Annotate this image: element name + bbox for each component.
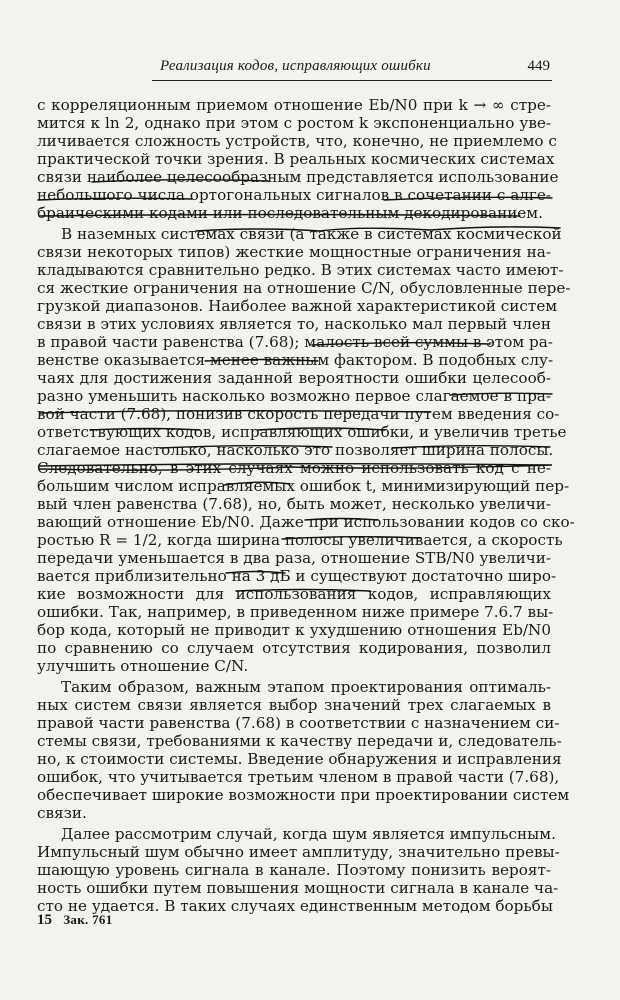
text-line: вается приблизительно на 3 дБ и существуют достаточно широ- <box>37 567 557 585</box>
text-line: улучшить отношение C/N. <box>37 657 249 675</box>
text-line: стемы связи, требованиями к качеству передачи и, следователь- <box>37 732 562 750</box>
page-header <box>152 58 552 81</box>
text-line: ростью R = 1/2, когда ширина полосы увеличивается, а скорость <box>37 531 563 549</box>
text-line: браическими кодами или последовательным декодированием. <box>37 204 543 222</box>
text-line: вый член равенства (7.68), но, быть может, несколько увеличи- <box>37 495 551 513</box>
text-line: Импульсный шум обычно имеет амплитуду, значительно превы- <box>37 843 560 861</box>
page-footer <box>37 912 113 929</box>
text-line: шающую уровень сигнала в канале. Поэтому понизить вероят- <box>37 861 551 879</box>
text-line: передачи уменьшается в два раза, отношение STB/N0 увеличи- <box>37 549 551 567</box>
text-line: чаях для достижения заданной вероятности ошибки целесооб- <box>37 369 551 387</box>
text-line: кладываются сравнительно редко. В этих системах часто имеют- <box>37 261 564 279</box>
running-title: Реализация кодов, исправляющих ошибки <box>160 58 431 74</box>
print-order-label: Зак. 761 <box>63 912 113 927</box>
text-line: венстве оказывается менее важным фактором. В подобных слу- <box>37 351 554 369</box>
text-line: мится к ln 2, однако при этом с ростом k экспоненциально уве- <box>37 114 551 132</box>
text-line: ошибки. Так, например, в приведенном ниже примере 7.6.7 вы- <box>37 603 554 621</box>
text-line: с корреляционным приемом отношение Eb/N0 при k → ∞ стре- <box>37 96 551 114</box>
signature-mark: 15 <box>37 912 52 928</box>
text-line: большим числом исправляемых ошибок t, минимизирующий пер- <box>37 477 570 495</box>
text-line: но, к стоимости системы. Введение обнаружения и исправления <box>37 750 562 768</box>
text-line: Далее рассмотрим случай, когда шум является импульсным. <box>61 825 556 843</box>
text-line: В наземных системах связи (а также в системах космической <box>61 225 562 243</box>
text-line: связи некоторых типов) жесткие мощностные ограничения на- <box>37 243 551 261</box>
text-line: Следовательно, в этих случаях можно использовать код с не- <box>37 459 551 477</box>
text-line: слагаемое настолько, насколько это позволяет ширина полосы. <box>37 441 554 459</box>
text-line: разно уменьшить насколько возможно первое слагаемое в пра- <box>37 387 551 405</box>
page-number: 449 <box>527 58 550 74</box>
text-line: ответствующих кодов, исправляющих ошибки, и увеличив третье <box>37 423 567 441</box>
text-line: в правой части равенства (7.68); малость всей суммы в этом ра- <box>37 333 553 351</box>
text-line: бор кода, который не приводит к ухудшению отношения Eb/N0 <box>37 621 551 639</box>
body-text <box>37 96 575 915</box>
text-line: сто не удается. В таких случаях единственным методом борьбы <box>37 897 553 915</box>
text-line: ных систем связи является выбор значений трех слагаемых в <box>37 696 551 714</box>
text-line: ошибок, что учитывается третьим членом в правой части (7.68), <box>37 768 560 786</box>
text-line: по сравнению со случаем отсутствия кодирования, позволил <box>37 639 551 657</box>
text-line: ся жесткие ограничения на отношение C/N, обусловленные пере- <box>37 279 571 297</box>
text-line: связи наиболее целесообразным представляется использование <box>37 168 559 186</box>
text-line: вой части (7.68), понизив скорость передачи путем введения со- <box>37 405 560 423</box>
text-line: грузкой диапазонов. Наиболее важной характеристикой систем <box>37 297 558 315</box>
text-line: практической точки зрения. В реальных космических системах <box>37 150 555 168</box>
text-line: связи. <box>37 804 87 822</box>
text-line: обеспечивает широкие возможности при проектировании систем <box>37 786 570 804</box>
text-line: связи в этих условиях является то, насколько мал первый член <box>37 315 551 333</box>
text-line: небольшого числа ортогональных сигналов в сочетании с алге- <box>37 186 551 204</box>
text-line: ность ошибки путем повышения мощности сигнала в канале ча- <box>37 879 559 897</box>
text-line: кие возможности для использования кодов, исправляющих <box>37 585 551 603</box>
text-line: Таким образом, важным этапом проектирования оптималь- <box>61 678 551 696</box>
text-line: вающий отношение Eb/N0. Даже при использовании кодов со ско- <box>37 513 575 531</box>
text-line: личивается сложность устройств, что, конечно, не приемлемо с <box>37 132 557 150</box>
text-line: правой части равенства (7.68) в соответствии с назначением си- <box>37 714 560 732</box>
